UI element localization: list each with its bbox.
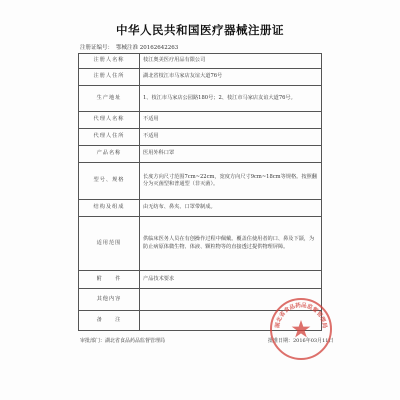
row-value-scope: 供临床医务人员在有创操作过程中佩戴。覆盖住使用者的口、鼻及下颌，为防止病原体微生物、体液、颗粒物等的直接透过提供物理屏障。	[140, 217, 322, 271]
certificate-title: 中华人民共和国医疗器械注册证	[116, 23, 284, 37]
row-value-structure: 由无纺布、鼻夹、口罩带制成。	[140, 200, 322, 217]
row-label-agent-name: 代理人名称	[79, 112, 140, 129]
row-value-registrant-name: 枝江奥美医疗用品有限公司	[140, 54, 322, 69]
row-value-product-name: 医用外科口罩	[140, 146, 322, 163]
table-row	[79, 54, 322, 69]
registration-number-label: 注册证编号：	[80, 45, 114, 51]
row-label-agent-address: 代理人住所	[79, 129, 140, 146]
row-value-registrant-address: 湖北省枝江市马家店友谊大道76号	[140, 69, 322, 86]
row-value-production-address: 1、枝江市马家店公园路180号；2、枝江市马家店友谊大道76号。	[140, 86, 322, 112]
row-label-remarks: 备 注	[79, 311, 140, 331]
row-label-attachment: 附 件	[79, 271, 140, 289]
table-row	[79, 112, 322, 129]
row-value-agent-address: 不适用	[140, 129, 322, 146]
table-row	[79, 69, 322, 86]
registration-number	[80, 43, 178, 51]
certificate-table	[78, 53, 322, 331]
official-seal-icon	[268, 296, 334, 362]
seal-star-icon	[292, 320, 311, 337]
row-label-scope: 适用范围	[79, 217, 140, 271]
row-label-product-name: 产品名称	[79, 146, 140, 163]
row-label-other: 其他内容	[79, 289, 140, 311]
approval-department: 审批部门：湖北省食品药品监督管理局	[80, 338, 166, 344]
table-row	[79, 86, 322, 112]
row-label-registrant-name: 注册人名称	[79, 54, 140, 69]
row-label-structure: 结构及组成	[79, 200, 140, 217]
seal-text: 湖北省食品药品监督管理局	[274, 302, 328, 329]
row-label-registrant-address: 注册人住所	[79, 69, 140, 86]
row-value-agent-name: 不适用	[140, 112, 322, 129]
approval-date: 批准日期：2016年03月11日	[268, 338, 334, 344]
row-value-attachment: 产品技术要求	[140, 271, 322, 289]
table-row	[79, 129, 322, 146]
table-row	[79, 146, 322, 163]
row-label-model-spec: 型号、规格	[79, 163, 140, 200]
table-row	[79, 200, 322, 217]
registration-number-value: 鄂械注准 20162642263	[116, 45, 179, 51]
table-row	[79, 163, 322, 200]
row-label-production-address: 生产地址	[79, 86, 140, 112]
table-row	[79, 217, 322, 271]
row-value-model-spec: 长度方向尺寸范围7cm~22cm，宽度方向尺寸9cm~18cm等规格。按照翻分为灭菌型和普通型（非灭菌）。	[140, 163, 322, 200]
table-row	[79, 271, 322, 289]
